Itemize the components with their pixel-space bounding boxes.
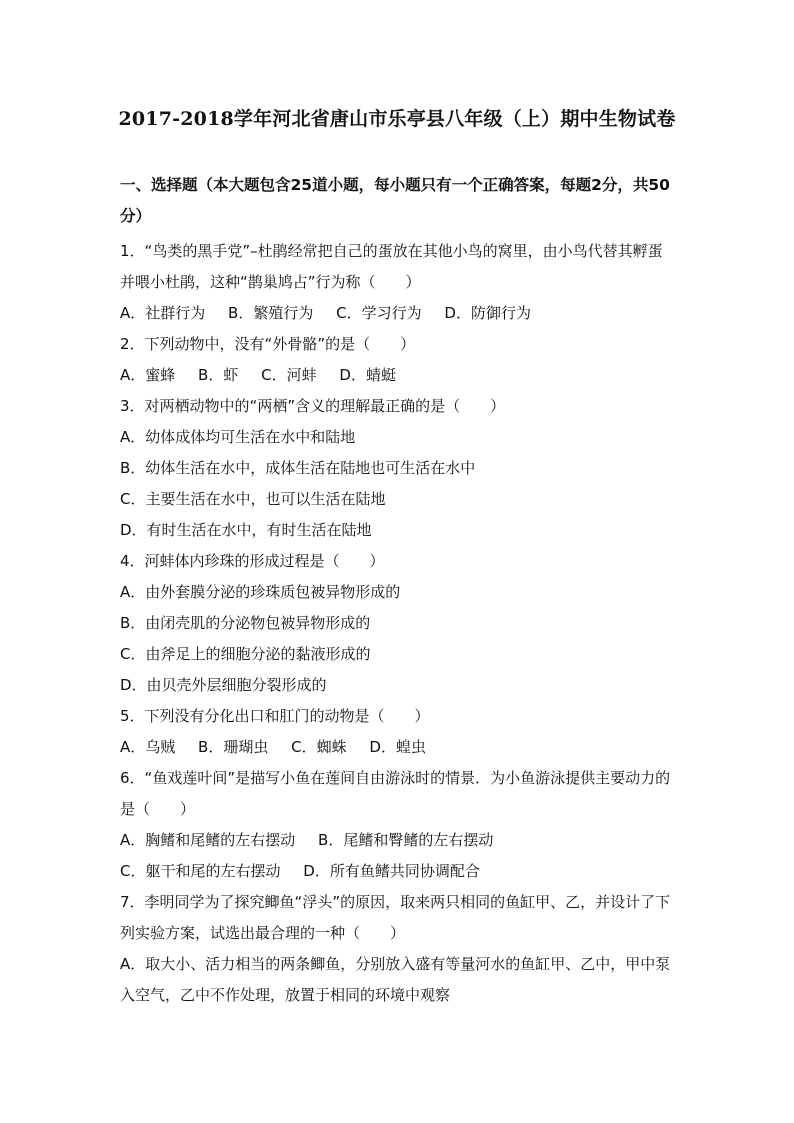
option: A．由外套膜分泌的珍珠质包被异物形成的 bbox=[120, 583, 401, 601]
option: B．幼体生活在水中，成体生活在陆地也可生活在水中 bbox=[120, 459, 476, 477]
question-stem: 1．“鸟类的黑手党”–杜鹃经常把自己的蛋放在其他小鸟的窝里，由小鸟代替其孵蛋并喂小杜鹃，这种“鹊巢鸠占”行为称（ ） bbox=[120, 242, 663, 291]
option: D．防御行为 bbox=[444, 304, 531, 322]
option: B．珊瑚虫 bbox=[198, 738, 269, 756]
option-row bbox=[120, 732, 676, 763]
option: D．蜻蜓 bbox=[339, 366, 396, 384]
option: C．由斧足上的细胞分泌的黏液形成的 bbox=[120, 645, 371, 663]
page-title: 2017-2018学年河北省唐山市乐亭县八年级（上）期中生物试卷 bbox=[118, 108, 676, 130]
option: A．胸鳍和尾鳍的左右摆动 bbox=[120, 831, 296, 849]
option: B．繁殖行为 bbox=[228, 304, 314, 322]
option: B．尾鳍和臀鳍的左右摆动 bbox=[318, 831, 494, 849]
option: C．主要生活在水中，也可以生活在陆地 bbox=[120, 490, 386, 508]
question-stem: 2．下列动物中，没有“外骨骼”的是（ ） bbox=[120, 335, 416, 353]
option: A．幼体成体均可生活在水中和陆地 bbox=[120, 428, 356, 446]
option-row bbox=[120, 360, 676, 391]
question-stem: 4．河蚌体内珍珠的形成过程是（ ） bbox=[120, 552, 385, 570]
option: D．所有鱼鳍共同协调配合 bbox=[303, 862, 480, 880]
option-row bbox=[120, 825, 676, 856]
content bbox=[120, 170, 676, 1011]
option: C．蜘蛛 bbox=[291, 738, 347, 756]
option: B．虾 bbox=[198, 366, 239, 384]
option: C．躯干和尾的左右摆动 bbox=[120, 862, 281, 880]
question-stem: 6．“鱼戏莲叶间”是描写小鱼在莲间自由游泳时的情景．为小鱼游泳提供主要动力的是（ ） bbox=[120, 769, 671, 818]
section-heading: 一、选择题（本大题包含25道小题，每小题只有一个正确答案，每题2分，共50分） bbox=[120, 176, 670, 225]
option: D．有时生活在水中，有时生活在陆地 bbox=[120, 521, 372, 539]
option: C．学习行为 bbox=[336, 304, 422, 322]
option: D．由贝壳外层细胞分裂形成的 bbox=[120, 676, 327, 694]
option: A．社群行为 bbox=[120, 304, 206, 322]
option: C．河蚌 bbox=[261, 366, 317, 384]
option: A．取大小、活力相当的两条鲫鱼，分别放入盛有等量河水的鱼缸甲、乙中，甲中泵入空气，乙中不作处理，放置于相同的环境中观察 bbox=[120, 955, 671, 1004]
option: D．蝗虫 bbox=[369, 738, 426, 756]
option: A．蜜蜂 bbox=[120, 366, 176, 384]
option: B．由闭壳肌的分泌物包被异物形成的 bbox=[120, 614, 371, 632]
question-stem: 7．李明同学为了探究鲫鱼“浮头”的原因，取来两只相同的鱼缸甲、乙，并设计了下列实验方案，试选出最合理的一种（ ） bbox=[120, 893, 671, 942]
option-row bbox=[120, 298, 676, 329]
option: A．乌贼 bbox=[120, 738, 176, 756]
question-stem: 5．下列没有分化出口和肛门的动物是（ ） bbox=[120, 707, 430, 725]
option-row bbox=[120, 856, 676, 887]
question-stem: 3．对两栖动物中的“两栖”含义的理解最正确的是（ ） bbox=[120, 397, 506, 415]
